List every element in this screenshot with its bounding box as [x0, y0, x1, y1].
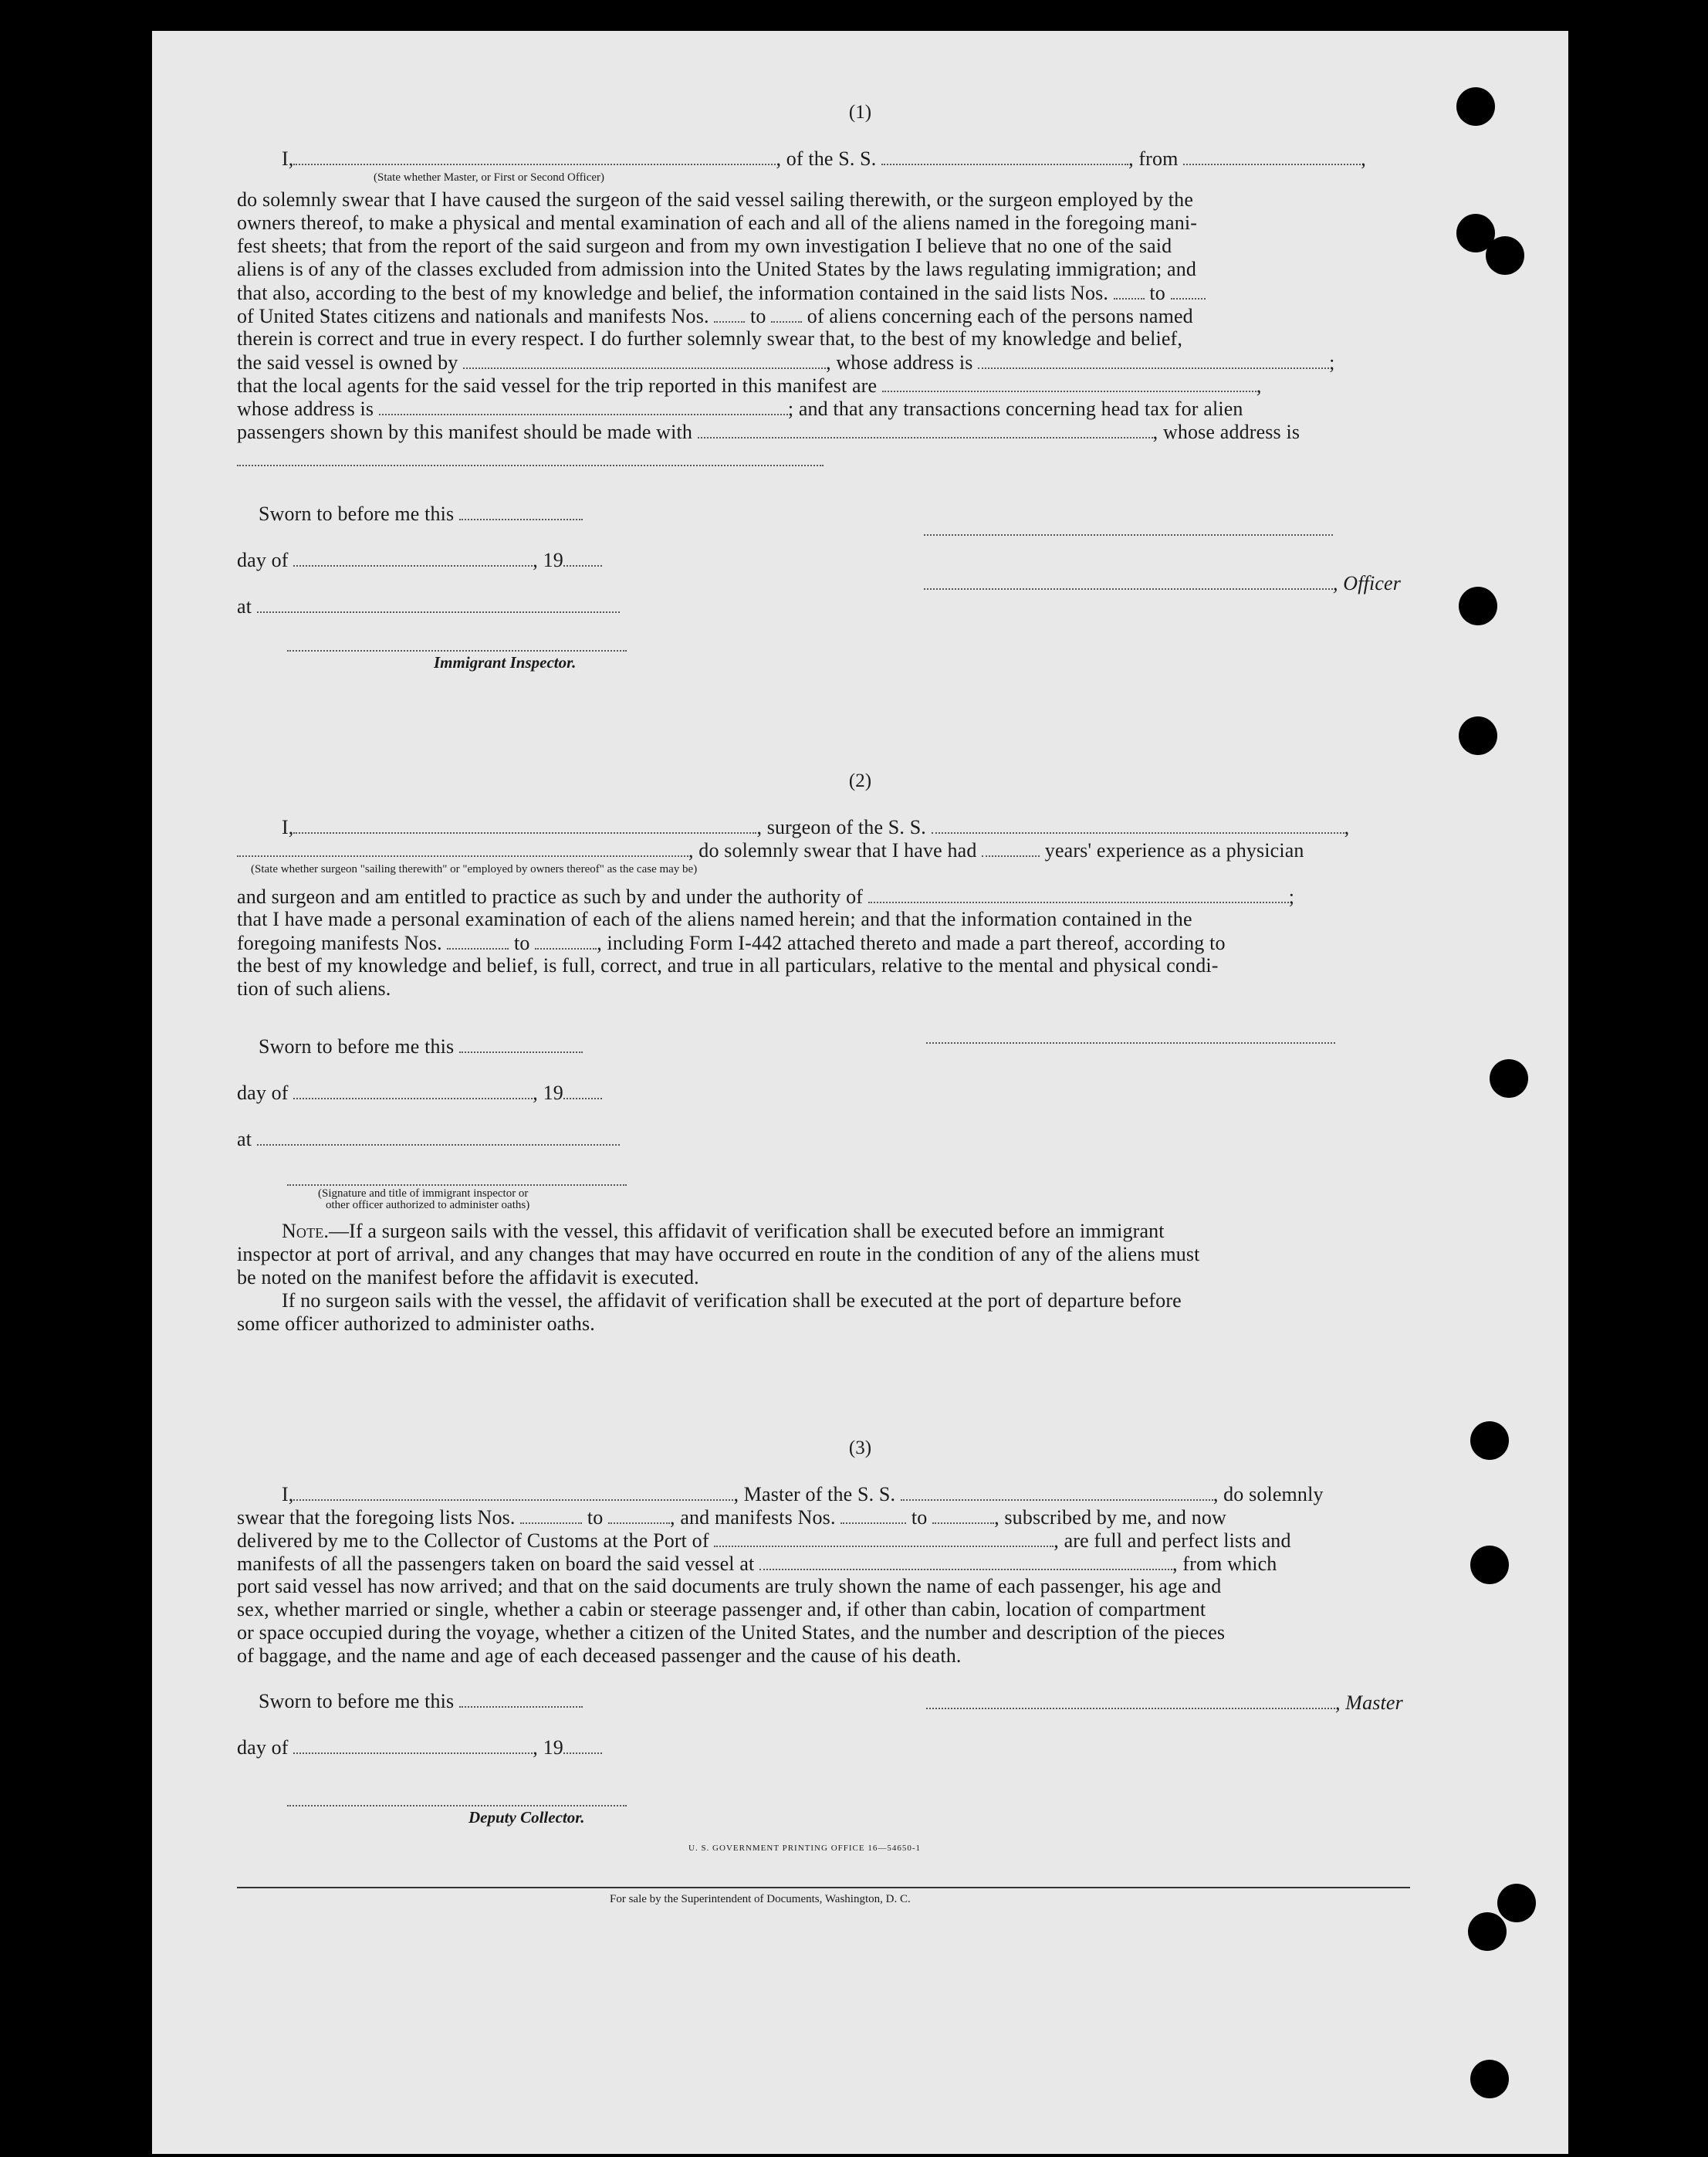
s3-line-8: of baggage, and the name and age of each deceased passenger and the cause of his death.: [237, 1644, 962, 1667]
s1-line-8: therein is correct and true in every respect. I do further solemnly swear that, to the best of my knowledge and belief,: [237, 327, 1182, 350]
section-1-number: (1): [848, 102, 872, 123]
form-page: [152, 31, 1568, 2154]
s1-line-12: passengers shown by this manifest should be made with , whose address is: [237, 421, 1300, 443]
s2-line-5: foregoing manifests Nos. to , including Form I-442 attached thereto and made a part thereof, according to: [237, 932, 1226, 954]
binder-hole: [1486, 236, 1524, 275]
s2-line-3: and surgeon and am entitled to practice as such by and under the authority of ;: [237, 885, 1295, 908]
s3-sworn: Sworn to before me this: [259, 1689, 583, 1713]
s3-line-5: port said vessel has now arrived; and that on the said documents are truly shown the name of each passenger, his age and: [237, 1575, 1222, 1597]
s3-line-4: manifests of all the passengers taken on board the said vessel at , from which: [237, 1553, 1277, 1575]
s2-note-3: be noted on the manifest before the affidavit is executed.: [237, 1266, 699, 1288]
s1-line-10: that the local agents for the said vessel for the trip reported in this manifest are ,: [237, 374, 1262, 397]
s2-at: at: [237, 1127, 620, 1151]
s3-line-7: or space occupied during the voyage, whether a citizen of the United States, and the number and description of the pieces: [237, 1621, 1226, 1644]
s2-line-2: , do solemnly swear that I have had years' experience as a physician: [237, 838, 1304, 862]
section-3-number: (3): [848, 1437, 872, 1458]
binder-hole: [1459, 587, 1497, 625]
s1-line-7: of United States citizens and nationals and manifests Nos. to of aliens concerning each of the persons named: [237, 305, 1193, 327]
s3-collector-caption: Deputy Collector.: [468, 1808, 585, 1827]
binder-hole: [1470, 1546, 1509, 1584]
sale-notice: For sale by the Superintendent of Documents, Washington, D. C.: [610, 1893, 911, 1905]
s1-day: day of , 19: [237, 548, 602, 572]
binder-hole: [1497, 1884, 1536, 1922]
s1-line-11: whose address is ; and that any transactions concerning head tax for alien: [237, 398, 1243, 420]
s1-line-5: aliens is of any of the classes excluded from admission into the United States by the laws regulating immigration; and: [237, 258, 1197, 280]
s1-line-1: I, , of the S. S. , from ,: [282, 147, 1366, 170]
gpo-imprint: U. S. GOVERNMENT PRINTING OFFICE 16—54650-1: [688, 1844, 922, 1853]
s1-line-4: fest sheets; that from the report of the said surgeon and from my own investigation I believe that no one of the said: [237, 235, 1172, 257]
s3-line-1: I, , Master of the S. S. , do solemnly: [282, 1483, 1324, 1505]
s1-line-9: the said vessel is owned by , whose address is ;: [237, 351, 1335, 374]
s3-collector-signature-line: [287, 1803, 627, 1807]
s1-officer-note: (State whether Master, or First or Second Officer): [374, 171, 605, 184]
s2-line-7: tion of such aliens.: [237, 977, 391, 1000]
s2-note-1: Note.—If a surgeon sails with the vessel, this affidavit of verification shall be executed before an immigrant: [282, 1220, 1165, 1242]
s2-sworn: Sworn to before me this: [259, 1034, 583, 1058]
s1-inspector-caption: Immigrant Inspector.: [434, 653, 577, 672]
binder-hole: [1459, 716, 1497, 755]
s1-line-6: that also, according to the best of my knowledge and belief, the information contained in the said lists Nos. to: [237, 281, 1206, 305]
s2-sig-note-2: other officer authorized to administer oaths): [326, 1199, 530, 1211]
s3-line-3: delivered by me to the Collector of Customs at the Port of , are full and perfect lists and: [237, 1529, 1291, 1552]
s1-officer-signature-line: [924, 533, 1333, 536]
s2-note-2: inspector at port of arrival, and any changes that may have occurred en route in the condition of any of the aliens must: [237, 1243, 1200, 1265]
s2-note-5: some officer authorized to administer oaths.: [237, 1312, 595, 1335]
s2-line-6: the best of my knowledge and belief, is full, correct, and true in all particulars, relative to the mental and physical condi-: [237, 954, 1219, 977]
binder-hole: [1470, 2060, 1509, 2098]
s1-inspector-signature-line: [287, 648, 627, 652]
s2-inspector-signature-line: [287, 1183, 627, 1186]
s2-surgeon-note: (State whether surgeon "sailing therewith" or "employed by owners thereof" as the case may be): [251, 863, 698, 875]
s1-line-3: owners thereof, to make a physical and mental examination of each and all of the aliens named in the foregoing mani-: [237, 212, 1198, 234]
s3-day: day of , 19: [237, 1735, 602, 1759]
s1-line-2: do solemnly swear that I have caused the surgeon of the said vessel sailing therewith, or the surgeon employed by the: [237, 188, 1194, 211]
binder-hole: [1468, 1912, 1507, 1951]
s3-line-6: sex, whether married or single, whether a cabin or steerage passenger and, if other than cabin, location of compartment: [237, 1598, 1206, 1620]
s2-sig-note-1: (Signature and title of immigrant inspector or: [318, 1187, 529, 1200]
s2-note-4: If no surgeon sails with the vessel, the affidavit of verification shall be executed at the port of departure before: [282, 1289, 1182, 1312]
s2-day: day of , 19: [237, 1081, 602, 1105]
s1-address-blank: [237, 463, 824, 466]
s1-sworn: Sworn to before me this: [259, 502, 583, 526]
s1-officer-line: , Officer: [924, 571, 1401, 595]
s3-master-line: , Master: [926, 1691, 1403, 1715]
s2-line-1: I, , surgeon of the S. S. ,: [282, 816, 1350, 838]
section-2-number: (2): [848, 770, 872, 791]
binder-hole: [1490, 1059, 1528, 1098]
footer-rule: [237, 1887, 1410, 1888]
s3-line-2: swear that the foregoing lists Nos. to , and manifests Nos. to , subscribed by me, and now: [237, 1506, 1226, 1529]
s1-at: at: [237, 594, 620, 618]
s2-surgeon-signature-line: [926, 1041, 1335, 1044]
s2-line-4: that I have made a personal examination of each of the aliens named herein; and that the information contained in the: [237, 908, 1192, 930]
